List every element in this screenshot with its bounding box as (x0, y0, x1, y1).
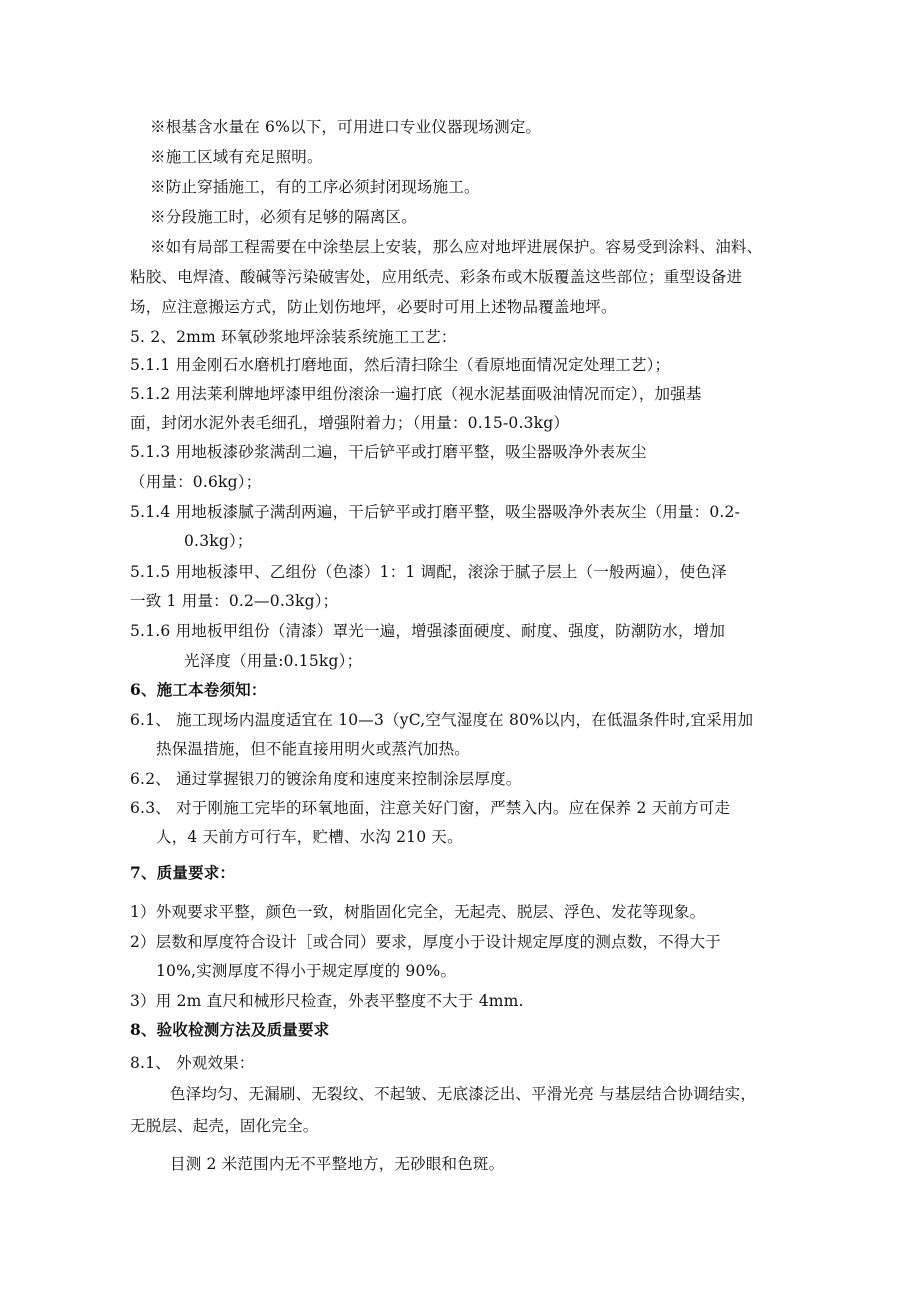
quality-item-2-cont: 10%,实测厚度不得小于规定厚度的 90%。 (156, 962, 457, 980)
note-6-3: 6.3、 对于刚施工完毕的环氧地面，注意关好门窗，严禁入内。应在保养 2 天前方可走 (130, 799, 731, 817)
step-5-1-2-cont: 面，封闭水泥外表毛细孔，增强附着力；（用量：0.15-0.3kg） (130, 414, 570, 432)
appearance-text-1: 色泽均匀、无漏刷、无裂纹、不起皱、无底漆泛出、平滑光亮 与基层结合协调结实， (170, 1085, 757, 1103)
text-line-protection-3: 场，应注意搬运方式，防止划伤地坪，必要时可用上述物品覆盖地坪。 (130, 298, 617, 316)
step-5-1-1: 5.1.1 用金刚石水磨机打磨地面，然后清扫除尘（看原地面情况定处理工艺）； (130, 356, 671, 374)
section-heading-8: 8、验收检测方法及质量要求 (130, 1020, 330, 1039)
text-line-isolation: ※分段施工时，必须有足够的隔离区。 (150, 208, 417, 226)
step-5-1-6-cont: 光泽度（用量:0.15kg）； (184, 652, 363, 670)
quality-item-1: 1）外观要求平整，颜色一致，树脂固化完全，无起壳、脱层、浮色、发花等现象。 (130, 903, 706, 921)
step-5-1-3: 5.1.3 用地板漆砂浆满刮二遍，干后铲平或打磨平整，吸尘器吸净外表灰尘 (130, 443, 647, 461)
text-line-lighting: ※施工区域有充足照明。 (150, 148, 323, 166)
step-5-1-3-cont: （用量：0.6kg）； (130, 473, 262, 491)
note-6-1-cont: 热保温措施，但不能直接用明火或蒸汽加热。 (156, 740, 471, 758)
appearance-text-2: 无脱层、起壳，固化完全。 (130, 1117, 319, 1135)
section-heading-5-2: 5. 2、2mm 环氧砂浆地坪涂装系统施工工艺： (130, 328, 457, 346)
step-5-1-4: 5.1.4 用地板漆腻子满刮两遍，干后铲平或打磨平整，吸尘器吸净外表灰尘（用量：0.2- (130, 503, 741, 521)
note-6-2: 6.2、 通过掌握银刀的镀涂角度和速度来控制涂层厚度。 (130, 770, 522, 788)
appearance-text-3: 目测 2 米范围内无不平整地方，无砂眼和色斑。 (170, 1155, 505, 1173)
text-line-no-cross-work: ※防止穿插施工，有的工序必须封闭现场施工。 (150, 178, 480, 196)
step-5-1-2: 5.1.2 用法莱利牌地坪漆甲组份滚涂一遍打底（视水泥基面吸油情况而定），加强基 (130, 385, 702, 403)
section-heading-6: 6、施工本卷须知： (130, 680, 267, 699)
text-line-protection-1: ※如有局部工程需要在中涂垫层上安装，那么应对地坪进展保护。容易受到涂料、油料、 (150, 238, 763, 256)
item-8-1: 8.1、 外观效果： (130, 1054, 255, 1072)
quality-item-3: 3）用 2m 直尺和械形尺检查，外表平整度不大于 4mm. (130, 992, 524, 1010)
step-5-1-6: 5.1.6 用地板甲组份（清漆）罩光一遍，增强漆面硬度、耐度、强度，防潮防水，增加 (130, 622, 726, 640)
text-line-protection-2: 粘胶、电焊渣、酸碱等污染破害处，应用纸壳、彩条布或木版覆盖这些部位；重型设备进 (130, 268, 743, 286)
step-5-1-5: 5.1.5 用地板漆甲、乙组份（色漆）1：1 调配，滚涂于腻子层上（一般两遍），使色泽 (130, 563, 727, 581)
section-heading-7: 7、质量要求： (130, 863, 236, 882)
step-5-1-5-cont: 一致 1 用量：0.2—0.3kg）； (130, 592, 339, 610)
note-6-1: 6.1、 施工现场内温度适宜在 10—3（yC,空气湿度在 80%以内，在低温条件时,宜采用加 (130, 711, 754, 729)
note-6-3-cont: 人，4 天前方可行车，贮槽、水沟 210 天。 (156, 828, 463, 846)
quality-item-2: 2）层数和厚度符合设计［或合同）要求，厚度小于设计规定厚度的测点数，不得大于 (130, 933, 721, 951)
text-line-moisture: ※根基含水量在 6%以下，可用进口专业仪器现场测定。 (150, 118, 542, 136)
step-5-1-4-cont: 0.3kg）； (184, 532, 253, 550)
